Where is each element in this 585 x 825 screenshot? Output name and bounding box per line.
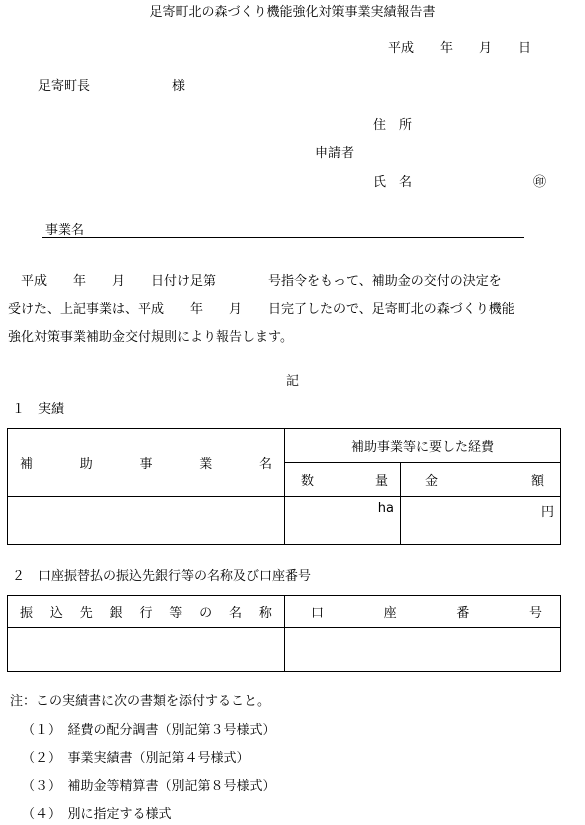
attachment-item-3: （３） 補助金等精算書（別記第８号様式） [22,779,276,794]
addressee: 足寄町長 [38,79,91,94]
header-char: 量 [374,474,388,489]
header-char: 番 [456,606,470,621]
attachment-item-2: （２） 事業実績書（別記第４号様式） [22,751,250,766]
results-table [7,428,561,545]
attachment-note: 注：この実績書に次の書類を添付すること。 [10,694,271,709]
report-body [8,268,583,352]
attachment-item-4: （４） 別に指定する様式 [22,807,172,822]
name-label: 氏 名 [373,175,413,190]
project-name-label: 事業名 [45,223,85,238]
bank-name-input-cell[interactable] [8,628,285,672]
quantity-input-cell[interactable]: ha [285,497,401,545]
header-char: 名 [258,457,272,472]
section-1-heading: １ 実績 [12,402,65,417]
ki-heading: 記 [285,374,299,389]
quantity-header-cell [285,463,401,497]
amount-header-cell [401,463,561,497]
address-label: 住 所 [373,118,413,133]
report-date: 平成 年 月 日 [388,41,532,56]
bank-account-table [7,595,561,672]
header-char: 額 [530,474,544,489]
seal-mark: ㊞ [533,175,547,190]
project-name-underline [42,237,524,238]
header-char: 事 [139,457,153,472]
account-number-header-cell [285,596,561,628]
header-char: 振 [20,606,34,621]
header-char: 金 [425,474,439,489]
applicant-label: 申請者 [315,146,355,161]
amount-input-cell[interactable]: 円 [401,497,561,545]
header-char: 等 [169,606,183,621]
section-2-heading: ２ 口座振替払の振込先銀行等の名称及び口座番号 [12,569,312,584]
header-char: 先 [79,606,93,621]
header-char: の [199,606,213,621]
bank-name-header-cell [8,596,285,628]
header-char: 行 [139,606,153,621]
document-title: 足寄町北の森づくり機能強化対策事業実績報告書 [149,5,436,20]
header-char: 号 [528,606,542,621]
bank-name-header [8,602,284,621]
header-char: 業 [199,457,213,472]
header-char: 名 [229,606,243,621]
project-name-header [8,453,284,472]
header-char: 補 [20,457,34,472]
body-line-2: 受けた、上記事業は、平成 年 月 日完了したので、足寄町北の森づくり機能 [8,302,515,317]
project-name-header-cell [8,429,285,497]
header-char: 銀 [109,606,123,621]
header-char: 込 [49,606,63,621]
body-line-3: 強化対策事業補助金交付規則により報告します。 [8,330,293,345]
cost-header: 補助事業等に要した経費 [285,429,561,463]
account-number-header [285,602,560,621]
header-char: 数 [301,474,315,489]
header-char: 称 [258,606,272,621]
body-line-1: 平成 年 月 日付け足第 号指令をもって、補助金の交付の決定を [8,274,502,289]
quantity-header [285,470,400,489]
account-number-input-cell[interactable] [285,628,561,672]
header-char: 座 [383,606,397,621]
addressee-honorific: 様 [172,79,186,94]
header-char: 口 [311,606,325,621]
attachment-item-1: （１） 経費の配分調書（別記第３号様式） [22,723,276,738]
header-char: 助 [79,457,93,472]
amount-header [401,470,560,489]
project-name-input-cell[interactable] [8,497,285,545]
